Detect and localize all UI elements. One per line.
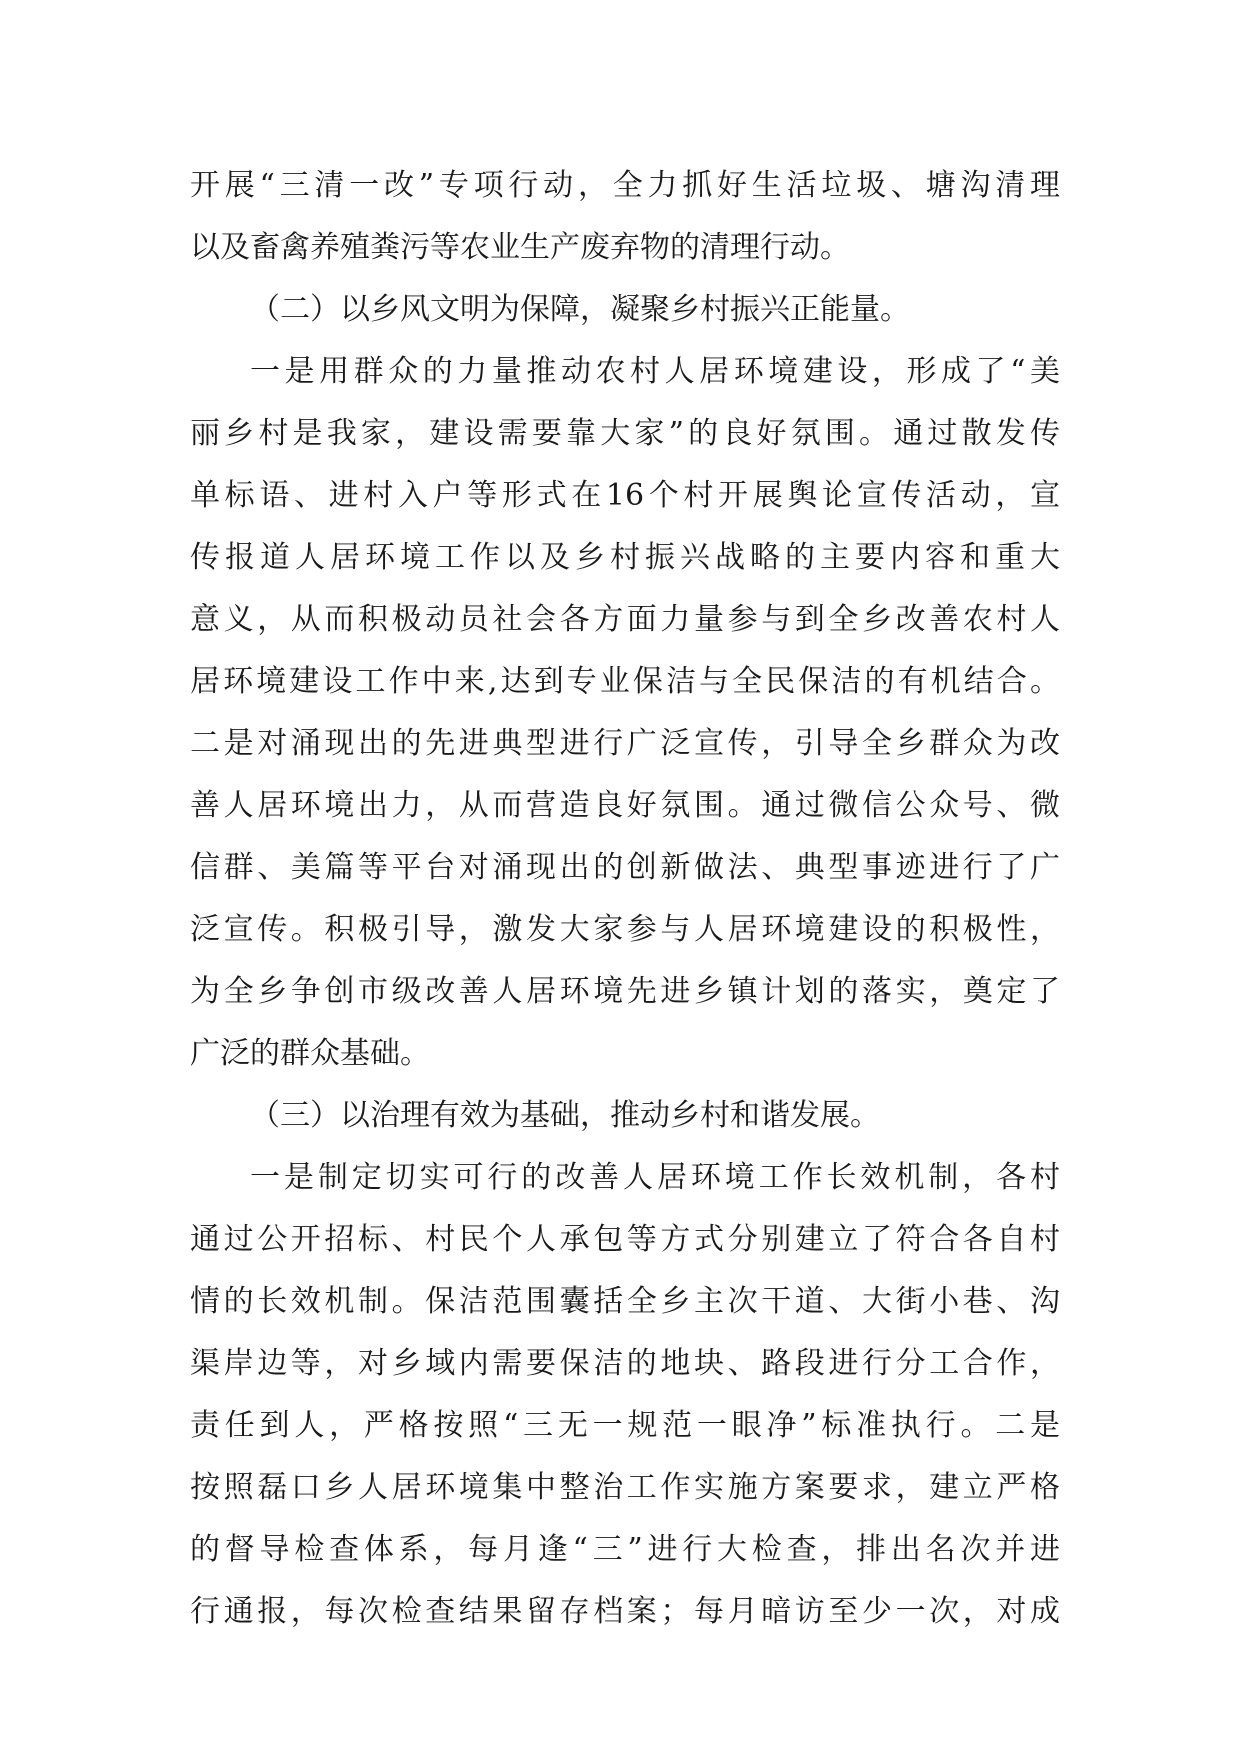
text-line: 意义，从而积极动员社会各方面力量参与到全乡改善农村人 xyxy=(190,602,1060,637)
text-line: 广泛的群众基础。 xyxy=(190,1036,430,1071)
text-line: 丽乡村是我家，建设需要靠大家”的良好氛围。通过散发传 xyxy=(190,416,1060,451)
text-line: 单标语、进村入户等形式在16个村开展舆论宣传活动，宣 xyxy=(190,478,1060,513)
text-line: 二是对涌现出的先进典型进行广泛宣传，引导全乡群众为改 xyxy=(190,726,1060,761)
document-body xyxy=(190,155,1060,1643)
text-line: 为全乡争创市级改善人居环境先进乡镇计划的落实，奠定了 xyxy=(190,974,1060,1009)
text-line: 善人居环境出力，从而营造良好氛围。通过微信公众号、微 xyxy=(190,788,1060,823)
text-line: 一是制定切实可行的改善人居环境工作长效机制，各村 xyxy=(250,1160,1060,1195)
text-line: 情的长效机制。保洁范围囊括全乡主次干道、大街小巷、沟 xyxy=(190,1284,1060,1319)
text-line: 传报道人居环境工作以及乡村振兴战略的主要内容和重大 xyxy=(190,540,1060,575)
text-line: 信群、美篇等平台对涌现出的创新做法、典型事迹进行了广 xyxy=(190,850,1060,885)
text-line: 一是用群众的力量推动农村人居环境建设，形成了“美 xyxy=(250,354,1060,389)
text-line: 行通报，每次检查结果留存档案；每月暗访至少一次，对成 xyxy=(190,1594,1060,1629)
text-line: 以及畜禽养殖粪污等农业生产废弃物的清理行动。 xyxy=(190,230,850,265)
text-line: 渠岸边等，对乡域内需要保洁的地块、路段进行分工合作， xyxy=(190,1346,1060,1381)
text-line: 居环境建设工作中来,达到专业保洁与全民保洁的有机结合。 xyxy=(190,664,1060,699)
text-line: 通过公开招标、村民个人承包等方式分别建立了符合各自村 xyxy=(190,1222,1060,1257)
section-heading: （三）以治理有效为基础，推动乡村和谐发展。 xyxy=(250,1098,880,1133)
section-heading: （二）以乡风文明为保障，凝聚乡村振兴正能量。 xyxy=(250,292,910,327)
text-line: 开展“三清一改”专项行动，全力抓好生活垃圾、塘沟清理 xyxy=(190,168,1060,203)
text-line: 责任到人，严格按照“三无一规范一眼净”标准执行。二是 xyxy=(190,1408,1060,1443)
text-line: 泛宣传。积极引导，激发大家参与人居环境建设的积极性， xyxy=(190,912,1060,947)
text-line: 按照磊口乡人居环境集中整治工作实施方案要求，建立严格 xyxy=(190,1470,1060,1505)
text-line: 的督导检查体系，每月逢“三”进行大检查，排出名次并进 xyxy=(190,1532,1060,1567)
